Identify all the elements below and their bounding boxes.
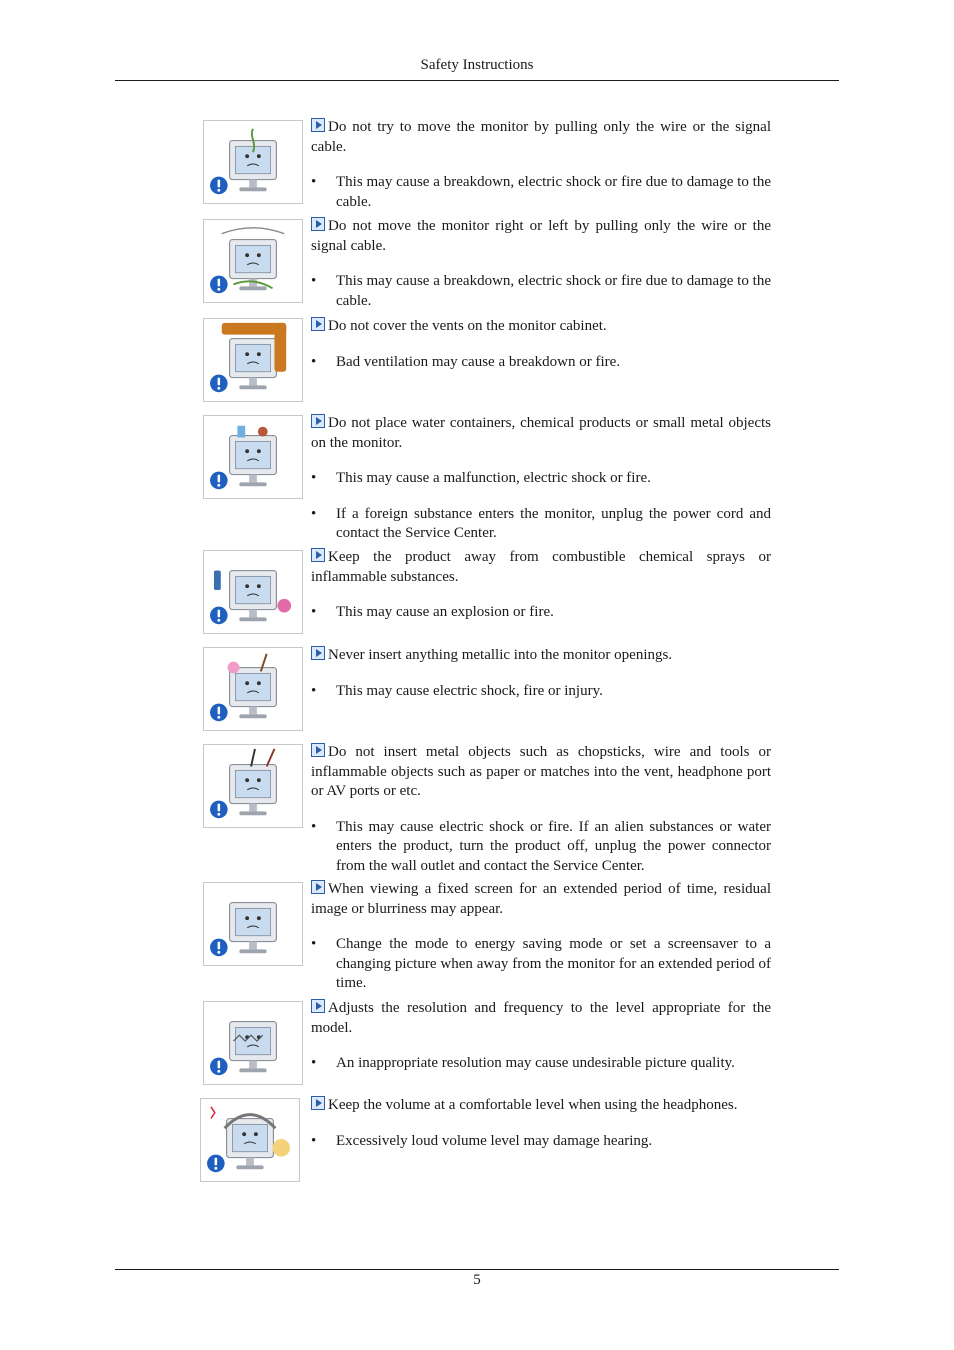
arrow-icon <box>311 646 325 660</box>
arrow-icon <box>311 880 325 894</box>
item-heading: When viewing a fixed screen for an extended period of time, residual image or blurriness may appear. <box>311 881 771 917</box>
arrow-icon <box>311 1096 325 1110</box>
item-bullet: • Change the mode to energy saving mode or set a screensaver to a changing picture when away from the monitor for an extended period of time. <box>311 935 771 994</box>
item-text <box>311 217 771 327</box>
monitor-warning-icon <box>204 319 302 401</box>
item-bullet: • This may cause electric shock, fire or injury. <box>311 682 771 702</box>
warning-illustration <box>200 1098 300 1182</box>
monitor-warning-icon <box>204 121 302 203</box>
item-text <box>311 1096 771 1167</box>
header-rule <box>115 80 839 81</box>
footer-rule <box>115 1269 839 1270</box>
header-title: Safety Instructions <box>420 57 534 73</box>
item-heading: Keep the volume at a comfortable level when using the headphones. <box>328 1097 738 1113</box>
warning-illustration <box>203 1001 303 1085</box>
monitor-warning-icon <box>201 1099 299 1181</box>
item-text <box>311 880 771 1010</box>
arrow-icon <box>311 414 325 428</box>
item-text <box>311 548 771 639</box>
warning-illustration <box>203 318 303 402</box>
warning-illustration <box>203 415 303 499</box>
item-text <box>311 646 771 717</box>
item-bullet: • Bad ventilation may cause a breakdown or fire. <box>311 353 771 373</box>
arrow-icon <box>311 999 325 1013</box>
monitor-warning-icon <box>204 745 302 827</box>
arrow-icon <box>311 743 325 757</box>
item-bullet: • If a foreign substance enters the monitor, unplug the power cord and contact the Service Center. <box>311 505 771 544</box>
item-bullet: • Excessively loud volume level may damage hearing. <box>311 1132 771 1152</box>
arrow-icon <box>311 217 325 231</box>
arrow-icon <box>311 317 325 331</box>
item-bullet: • This may cause a breakdown, electric shock or fire due to damage to the cable. <box>311 173 771 212</box>
arrow-icon <box>311 118 325 132</box>
item-text <box>311 118 771 228</box>
warning-illustration <box>203 120 303 204</box>
monitor-warning-icon <box>204 416 302 498</box>
item-text <box>311 414 771 560</box>
page-number: 5 <box>473 1272 481 1288</box>
warning-illustration <box>203 219 303 303</box>
arrow-icon <box>311 548 325 562</box>
monitor-warning-icon <box>204 1002 302 1084</box>
item-text <box>311 317 771 388</box>
item-heading: Do not move the monitor right or left by pulling only the wire or the signal cable. <box>311 218 771 254</box>
warning-illustration <box>203 550 303 634</box>
warning-illustration <box>203 647 303 731</box>
item-bullet: • This may cause a breakdown, electric shock or fire due to damage to the cable. <box>311 272 771 311</box>
item-heading: Do not cover the vents on the monitor cabinet. <box>328 318 607 334</box>
monitor-warning-icon <box>204 220 302 302</box>
warning-illustration <box>203 744 303 828</box>
item-heading: Adjusts the resolution and frequency to the level appropriate for the model. <box>311 1000 771 1036</box>
item-heading: Do not try to move the monitor by pulling only the wire or the signal cable. <box>311 119 771 155</box>
warning-illustration <box>203 882 303 966</box>
monitor-warning-icon <box>204 648 302 730</box>
item-heading: Do not place water containers, chemical products or small metal objects on the monitor. <box>311 415 771 451</box>
item-bullet: • An inappropriate resolution may cause undesirable picture quality. <box>311 1054 771 1074</box>
item-text <box>311 743 771 892</box>
item-heading: Keep the product away from combustible chemical sprays or inflammable substances. <box>311 549 771 585</box>
item-text <box>311 999 771 1090</box>
item-bullet: • This may cause an explosion or fire. <box>311 603 771 623</box>
item-heading: Never insert anything metallic into the monitor openings. <box>328 647 673 663</box>
item-bullet: • This may cause a malfunction, electric shock or fire. <box>311 469 771 489</box>
item-bullet: • This may cause electric shock or fire. If an alien substances or water enters the product, turn the product off, unplug the power connector from the wall outlet and contact the Service Center. <box>311 818 771 877</box>
item-heading: Do not insert metal objects such as chopsticks, wire and tools or inflammable objects such as paper or matches into the vent, headphone port or AV ports or etc. <box>311 744 771 799</box>
monitor-warning-icon <box>204 551 302 633</box>
monitor-warning-icon <box>204 883 302 965</box>
